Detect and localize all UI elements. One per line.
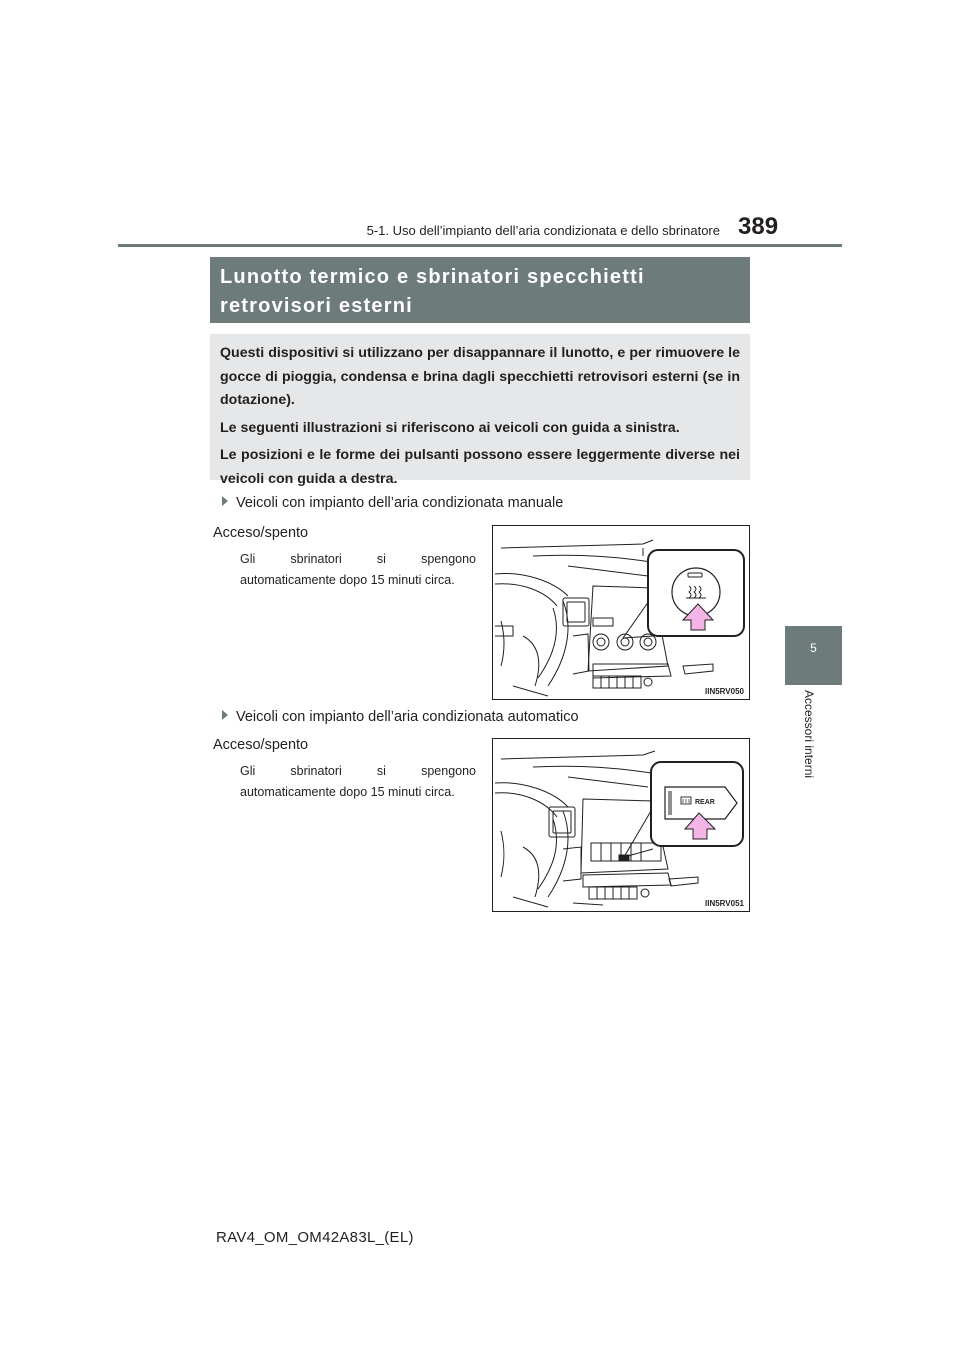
figure-auto-ac: [492, 738, 750, 912]
section-1-heading-text: Veicoli con impianto dell’aria condizionata manuale: [236, 495, 564, 511]
section-1-note: Gli sbrinatori si spengono automaticamente dopo 15 minuti circa.: [240, 552, 476, 587]
header-rule: [118, 244, 842, 247]
section-1-heading: [222, 495, 563, 511]
intro-paragraph-3: Le posizioni e le forme dei pulsanti possono essere leggermente diverse nei veicoli con guida a destra.: [220, 447, 740, 487]
figure-code: IIN5RV050: [705, 687, 744, 696]
page-number: 389: [738, 213, 779, 240]
section-2-note: Gli sbrinatori si spengono automaticamente dopo 15 minuti circa.: [240, 764, 476, 799]
chapter-number: 5: [810, 641, 817, 655]
intro-box: [210, 334, 750, 487]
document-code: RAV4_OM_OM42A83L_(EL): [216, 1229, 414, 1246]
rear-button-label: REAR: [695, 799, 715, 806]
page-title-line1: Lunotto termico e sbrinatori specchietti: [220, 266, 645, 288]
chapter-tab: [785, 626, 842, 685]
bullet-triangle-icon: [222, 496, 228, 506]
intro-paragraph-1: Questi dispositivi si utilizzano per disappannare il lunotto, e per rimuovere le gocce di pioggia, condensa e brina dagli specchietti retrovisori esterni (se in dotazione).: [220, 345, 740, 408]
section-1-label: Acceso/spento: [213, 525, 309, 541]
section-2-heading: [222, 709, 579, 725]
section-2-label: Acceso/spento: [213, 737, 309, 753]
page-title-line2: retrovisori esterni: [220, 295, 413, 317]
dashboard-illustration-auto: [493, 739, 749, 911]
dashboard-illustration-manual: [493, 526, 749, 699]
section-2-heading-text: Veicoli con impianto dell’aria condizionata automatico: [236, 709, 579, 725]
page-title: [210, 257, 750, 323]
intro-paragraph-2: Le seguenti illustrazioni si riferiscono ai veicoli con guida a sinistra.: [220, 419, 680, 436]
figure-manual-ac: [492, 525, 750, 700]
figure-code: IIN5RV051: [705, 899, 744, 908]
bullet-triangle-icon: [222, 710, 228, 720]
chapter-label: Accessori interni: [802, 690, 816, 779]
